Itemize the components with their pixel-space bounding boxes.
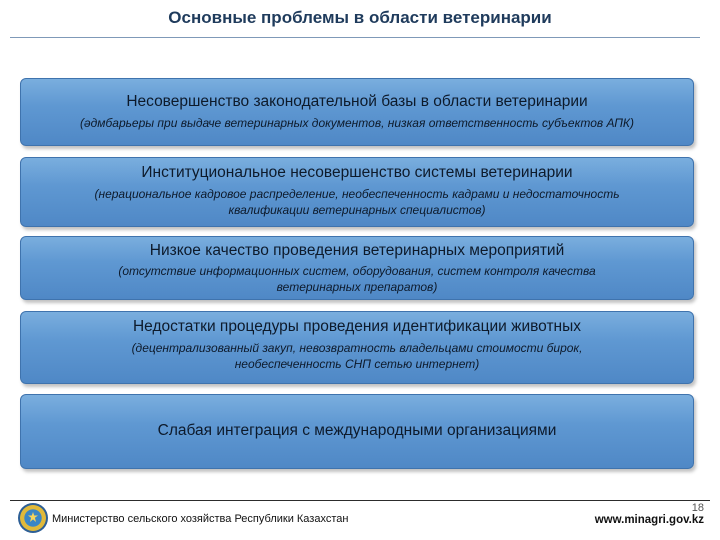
problem-heading: Несовершенство законодательной базы в области ветеринарии	[126, 93, 588, 110]
problem-heading: Недостатки процедуры проведения идентификации животных	[132, 318, 581, 335]
problem-box-legislation	[20, 78, 694, 146]
emblem-star-icon	[28, 512, 38, 522]
problem-box-quality	[20, 236, 694, 300]
footer-divider	[10, 500, 710, 501]
problem-box-integration	[20, 394, 694, 469]
problem-box-institutional	[20, 157, 694, 227]
problem-detail: (нерациональное кадровое распределение, необеспеченность кадрами и недостаточность квалификации ветеринарных специалистов)	[94, 187, 620, 217]
problem-box-identification	[20, 311, 694, 384]
problem-heading: Низкое качество проведения ветеринарных мероприятий	[149, 242, 565, 259]
kazakhstan-emblem-icon	[18, 503, 48, 533]
footer-website-link[interactable]: www.minagri.gov.kz	[594, 514, 704, 526]
footer-ministry-name: Министерство сельского хозяйства Республики Казахстан	[52, 513, 349, 525]
title-divider	[10, 37, 700, 38]
problem-heading: Слабая интеграция с международными организациями	[157, 422, 557, 439]
page-number: 18	[691, 502, 704, 514]
problem-detail: (децентрализованный закуп, невозвратность владельцами стоимости бирок, необеспеченность СНП сетью интернет)	[131, 341, 583, 371]
page-title: Основные проблемы в области ветеринарии	[168, 8, 552, 27]
problem-detail: (әдмбарьеры при выдаче ветеринарных документов, низкая ответственность субъектов АПК)	[79, 116, 634, 130]
problem-heading: Институциональное несовершенство системы ветеринарии	[141, 164, 573, 181]
problem-detail: (отсутствие информационных систем, оборудования, систем контроля качества ветеринарных препаратов)	[118, 264, 596, 294]
